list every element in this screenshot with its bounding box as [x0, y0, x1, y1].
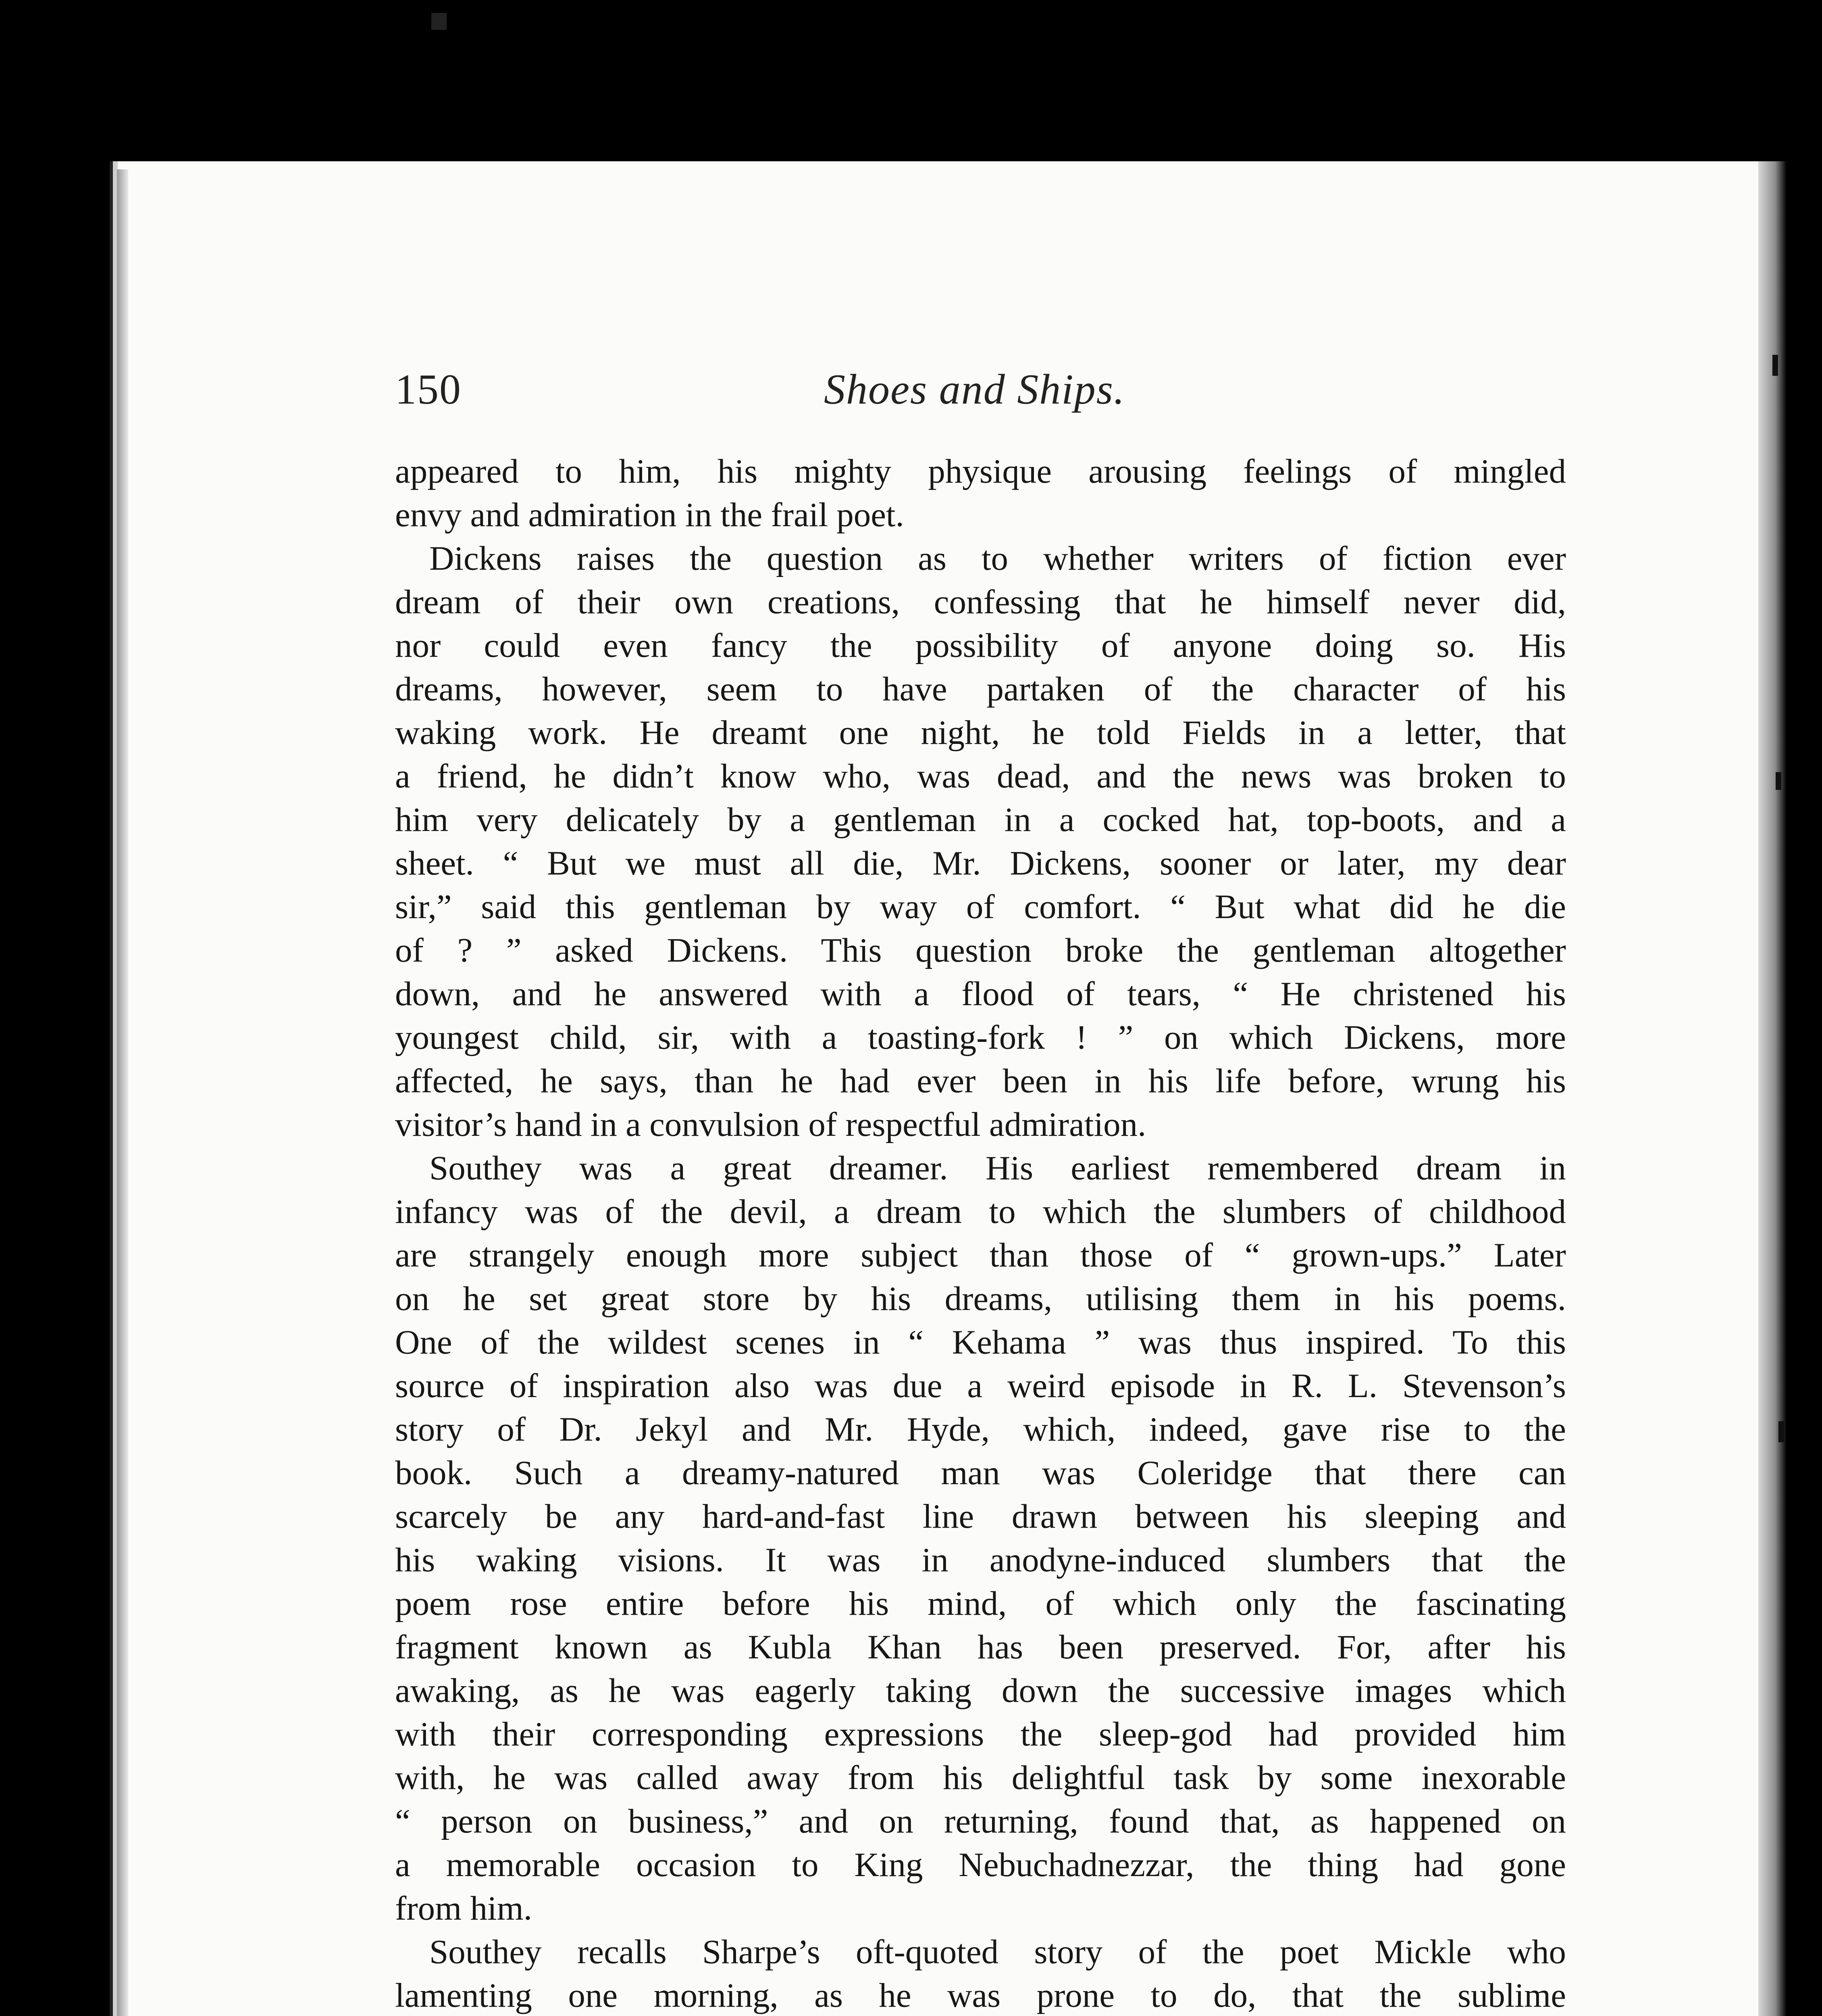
text-line: source of inspiration also was due a weird episode in R. L. Stevenson’s — [395, 1367, 1566, 1405]
text-line: appeared to him, his mighty physique arousing feelings of mingled — [395, 452, 1566, 490]
text-line: from him. — [395, 1889, 532, 1927]
text-line: Southey recalls Sharpe’s oft-quoted story of the poet Mickle who — [429, 1933, 1566, 1971]
text-line: poem rose entire before his mind, of which only the fascinating — [395, 1585, 1566, 1622]
text-line: visitor’s hand in a convulsion of respectful admiration. — [395, 1106, 1146, 1143]
text-line: with, he was called away from his delightful task by some inexorable — [395, 1759, 1566, 1797]
text-line: of ? ” asked Dickens. This question broke the gentleman altogether — [395, 931, 1566, 969]
page-edge-mark — [1772, 355, 1778, 376]
page-right-edge — [1758, 161, 1787, 2016]
text-line: nor could even fancy the possibility of anyone doing so. His — [395, 627, 1566, 664]
text-line: fragment known as Kubla Khan has been preserved. For, after his — [395, 1628, 1566, 1666]
book-text-block — [395, 450, 1566, 2016]
text-line: scarcely be any hard-and-fast line drawn between his sleeping and — [395, 1497, 1566, 1535]
text-line: Dickens raises the question as to whether writers of fiction ever — [429, 539, 1566, 577]
text-line: book. Such a dreamy-natured man was Coleridge that there can — [395, 1454, 1566, 1492]
text-line: youngest child, sir, with a toasting-fork ! ” on which Dickens, more — [395, 1018, 1566, 1056]
text-line: Southey was a great dreamer. His earliest remembered dream in — [429, 1149, 1566, 1187]
text-line: “ person on business,” and on returning, found that, as happened on — [395, 1802, 1566, 1840]
text-line: are strangely enough more subject than those of “ grown-ups.” Later — [395, 1236, 1566, 1274]
text-line: dream of their own creations, confessing that he himself never did, — [395, 583, 1566, 621]
text-line: affected, he says, than he had ever been in his life before, wrung his — [395, 1062, 1566, 1100]
page-edge-mark — [1778, 1421, 1784, 1442]
text-line: lamenting one morning, as he was prone to do, that the sublime — [395, 1976, 1566, 2014]
text-line: down, and he answered with a flood of tears, “ He christened his — [395, 975, 1566, 1013]
text-line: dreams, however, seem to have partaken of the character of his — [395, 670, 1566, 708]
text-line: story of Dr. Jekyl and Mr. Hyde, which, indeed, gave rise to the — [395, 1410, 1566, 1448]
text-line: on he set great store by his dreams, utilising them in his poems. — [395, 1280, 1566, 1318]
text-line: waking work. He dreamt one night, he told Fields in a letter, that — [395, 714, 1566, 752]
text-line: a friend, he didn’t know who, was dead, and the news was broken to — [395, 757, 1566, 795]
scan-speck — [431, 13, 447, 30]
text-line: with their corresponding expressions the sleep-god had provided him — [395, 1715, 1566, 1753]
text-line: a memorable occasion to King Nebuchadnezzar, the thing had gone — [395, 1846, 1566, 1884]
page-header — [395, 365, 1161, 425]
text-line: One of the wildest scenes in “ Kehama ” was thus inspired. To this — [395, 1323, 1566, 1361]
text-line: him very delicately by a gentleman in a cocked hat, top-boots, and a — [395, 801, 1566, 839]
text-line: sir,” said this gentleman by way of comfort. “ But what did he die — [395, 888, 1566, 926]
text-line: infancy was of the devil, a dream to which the slumbers of childhood — [395, 1193, 1566, 1231]
text-line: envy and admiration in the frail poet. — [395, 496, 904, 534]
text-line: awaking, as he was eagerly taking down the successive images which — [395, 1672, 1566, 1710]
text-line: sheet. “ But we must all die, Mr. Dickens, sooner or later, my dear — [395, 844, 1566, 882]
page-number: 150 — [395, 366, 462, 413]
running-title: Shoes and Ships. — [824, 366, 1125, 413]
page-edge-mark — [1776, 772, 1781, 790]
page-binding-edge — [117, 169, 128, 2016]
text-line: his waking visions. It was in anodyne-induced slumbers that the — [395, 1541, 1566, 1579]
